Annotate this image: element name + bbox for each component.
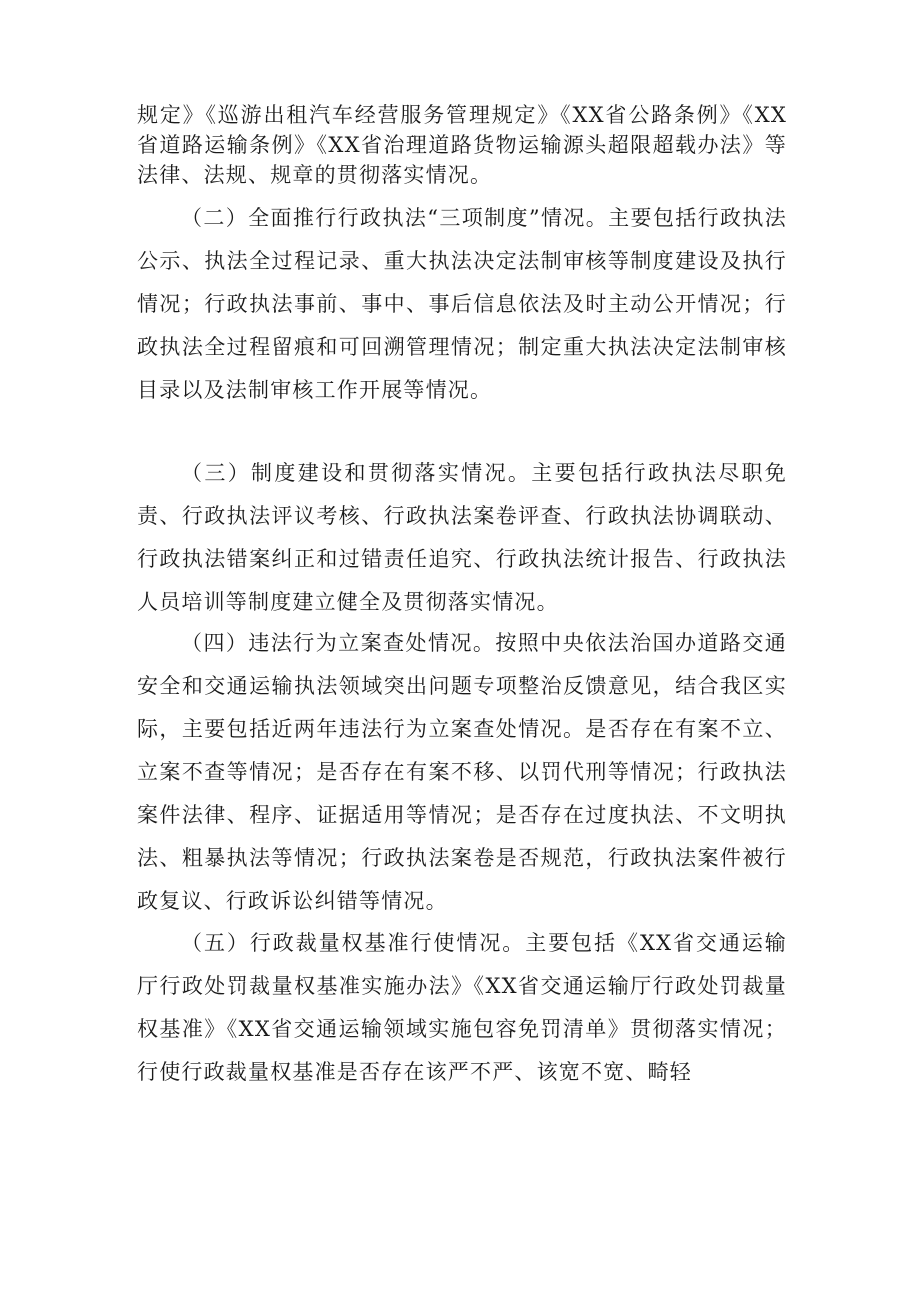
- paragraph-system-building: （三）制度建设和贯彻落实情况。主要包括行政执法尽职免责、行政执法评议考核、行政执法案卷评查、行政执法协调联动、行政执法错案纠正和过错责任追究、行政执法统计报告、行政执法人员培训等制度建立健全及贯彻落实情况。: [137, 461, 787, 614]
- paragraph-discretion-benchmark: （五）行政裁量权基准行使情况。主要包括《XX省交通运输厅行政处罚裁量权基准实施办法》《XX省交通运输厅行政处罚裁量权基准》《XX省交通运输领域实施包容免罚清单》贯彻落实情况；行使行政裁量权基准是否存在该严不严、该宽不宽、畸轻: [137, 931, 787, 1084]
- paragraph-continuation: 规定》《巡游出租汽车经营服务管理规定》《XX省公路条例》《XX省道路运输条例》《XX省治理道路货物运输源头超限超载办法》等法律、法规、规章的贯彻落实情况。: [137, 103, 787, 187]
- paragraph-three-systems: （二）全面推行行政执法“三项制度”情况。主要包括行政执法公示、执法全过程记录、重大执法决定法制审核等制度建设及执行情况；行政执法事前、事中、事后信息依法及时主动公开情况；行政执法全过程留痕和可回溯管理情况；制定重大执法决定法制审核目录以及法制审核工作开展等情况。: [137, 206, 787, 402]
- paragraph-case-handling: （四）违法行为立案查处情况。按照中央依法治国办道路交通安全和交通运输执法领域突出问题专项整治反馈意见，结合我区实际，主要包括近两年违法行为立案查处情况。是否存在有案不立、立案不查等情况；是否存在有案不移、以罚代刑等情况；行政执法案件法律、程序、证据适用等情况；是否存在过度执法、不文明执法、粗暴执法等情况；行政执法案卷是否规范，行政执法案件被行政复议、行政诉讼纠错等情况。: [137, 631, 787, 913]
